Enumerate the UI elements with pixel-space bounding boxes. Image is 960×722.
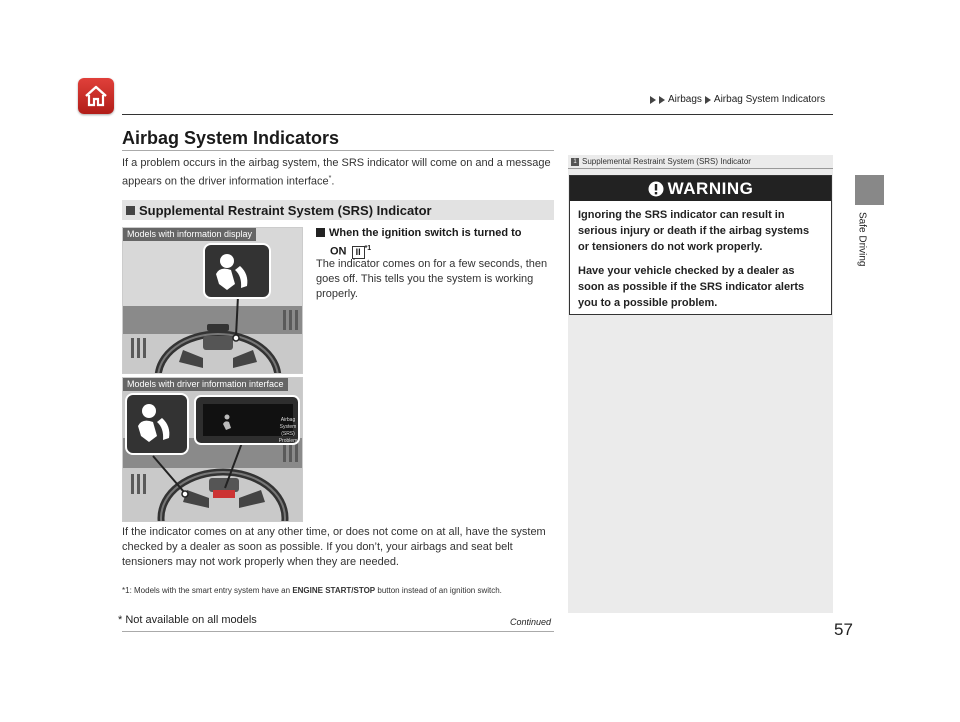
warning-paragraph-1: Ignoring the SRS indicator can result in serious injury or death if the airbag systems or tensioners do not work properly.: [578, 209, 810, 253]
side-tab-label: [852, 212, 872, 282]
srs-message: [273, 417, 303, 445]
reference-icon: 1: [571, 158, 579, 166]
footer-divider: [122, 631, 554, 632]
section-heading: Supplemental Restraint System (SRS) Indicator: [139, 202, 432, 218]
side-note-heading-text[interactable]: Supplemental Restraint System (SRS) Indicator: [582, 157, 751, 166]
chevron-right-icon: [650, 96, 656, 104]
header-divider: [122, 114, 833, 115]
step-body-text: The indicator comes on for a few seconds, then goes off. This tells you the system is working properly.: [316, 258, 548, 300]
home-button[interactable]: [78, 78, 114, 114]
warning-title: WARNING: [667, 178, 754, 198]
page-number: 57: [834, 620, 853, 639]
footnote-reference[interactable]: *1: [364, 245, 372, 252]
intro-text: If a problem occurs in the airbag system, the SRS indicator will come on and a message appears on the driver information interface: [122, 157, 551, 188]
continued-label: Continued: [510, 617, 552, 627]
chevron-right-icon: [659, 96, 665, 104]
step-on-text: ON: [330, 245, 347, 258]
page-title: Airbag System Indicators: [122, 128, 340, 148]
home-icon: [83, 84, 109, 108]
warning-paragraph-2: Have your vehicle checked by a dealer as soon as possible if the SRS indicator alerts you to a possible problem.: [578, 265, 805, 309]
warning-header: [570, 176, 831, 201]
section-heading-bar: [122, 200, 554, 220]
footnote-button-name: ENGINE START/STOP: [292, 586, 376, 595]
step-heading: [316, 226, 522, 241]
dashboard-illustration: [123, 378, 303, 522]
intro-paragraph: [122, 156, 554, 190]
title-divider: [122, 150, 554, 151]
side-tab-text: Safe Driving: [856, 212, 868, 267]
side-note-divider: [568, 168, 833, 169]
intro-period: .: [331, 175, 335, 188]
section-tab-marker: [855, 175, 884, 205]
footnote-pre: *1: Models with the smart entry system have an: [122, 586, 291, 595]
warning-box: [569, 175, 832, 315]
not-available-mark: *: [328, 175, 332, 182]
image-label: Models with driver information interface: [123, 378, 288, 391]
srs-message-line2: (SRS) Problem: [278, 431, 298, 444]
breadcrumb: [650, 94, 825, 105]
warning-icon: [648, 181, 664, 197]
step-square-icon: [316, 228, 325, 237]
dashboard-illustration: [123, 228, 303, 374]
srs-message-line1: Airbag System: [279, 417, 297, 430]
dashboard-image-driver-interface: [122, 377, 303, 522]
section-square-icon: [126, 206, 135, 215]
warning-body: [570, 201, 831, 311]
breadcrumb-item-airbags[interactable]: Airbags: [668, 94, 702, 105]
ignition-position-badge: II: [352, 246, 365, 259]
chevron-right-icon: [705, 96, 711, 104]
dashboard-image-information-display: [122, 227, 303, 374]
footnote-post: button instead of an ignition switch.: [377, 586, 502, 595]
side-note-heading: [571, 157, 751, 166]
step-heading-text: When the ignition switch is turned to: [329, 227, 522, 239]
image-label: Models with information display: [123, 228, 256, 241]
bottom-paragraph: If the indicator comes on at any other time, or does not come on at all, have the system checked by a dealer as soon as possible. If you don’t, your airbags and seat belt tensioners may not work properly when they are needed.: [122, 526, 546, 568]
footnote: [122, 585, 554, 596]
not-available-note: * Not available on all models: [118, 614, 257, 626]
breadcrumb-item-current: Airbag System Indicators: [713, 94, 826, 105]
